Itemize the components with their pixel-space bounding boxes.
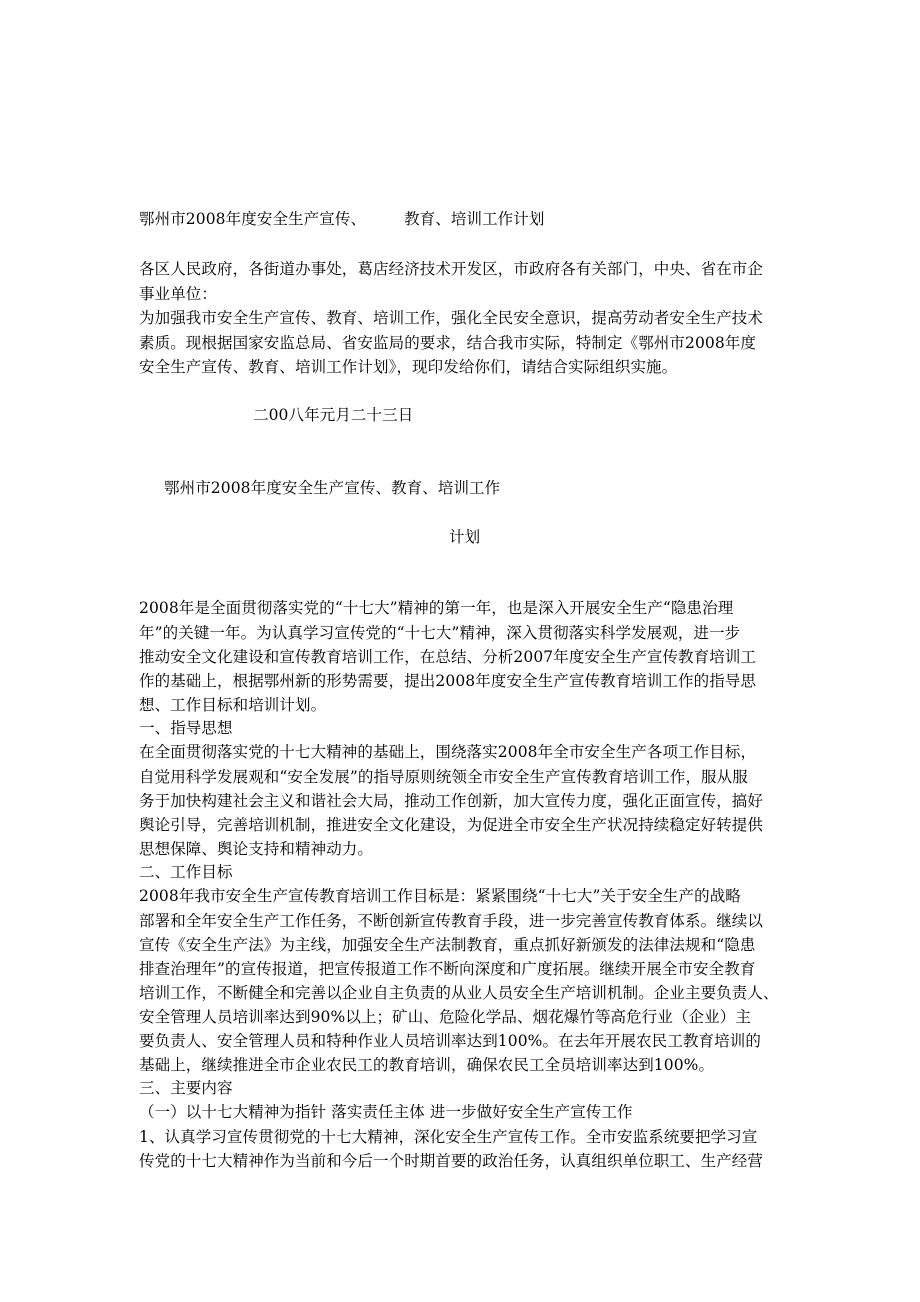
document-title bbox=[139, 209, 544, 229]
body-line: 作的基础上，根据鄂州新的形势需要，提出2008年度安全生产宣传教育培训工作的指导思 bbox=[139, 672, 757, 690]
intro-line: 安全生产宣传、教育、培训工作计划》，现印发给你们，请结合实际组织实施。 bbox=[139, 358, 678, 376]
body-line: 2008年是全面贯彻落实党的“十七大”精神的第一年，也是深入开展安全生产“隐患治理 bbox=[139, 599, 734, 617]
body-line: 部署和全年安全生产工作任务，不断创新宣传教育手段，进一步完善宣传教育体系。继续以 bbox=[139, 912, 764, 930]
body-line: 思想保障、舆论支持和精神动力。 bbox=[139, 840, 374, 858]
body-line: 要负责人、安全管理人员和特种作业人员培训率达到100%。在去年开展农民工教育培训的 bbox=[139, 1032, 761, 1050]
intro-line: 素质。现根据国家安监总局、省安监局的要求，结合我市实际，特制定《鄂州市2008年度 bbox=[139, 334, 757, 352]
body-line: 在全面贯彻落实党的十七大精神的基础上，围绕落实2008年全市安全生产各项工作目标， bbox=[139, 743, 757, 761]
address-line: 事业单位： bbox=[139, 285, 218, 303]
document-date: 二00八年元月二十三日 bbox=[253, 406, 414, 424]
body-line: 排查治理年”的宣传报道，把宣传报道工作不断向深度和广度拓展。继续开展全市安全教育 bbox=[139, 960, 756, 978]
body-line: 舆论引导，完善培训机制，推进安全文化建设，为促进全市安全生产状况持续稳定好转提供 bbox=[139, 816, 764, 834]
body-line: 推动安全文化建设和宣传教育培训工作，在总结、分析2007年度安全生产宣传教育培训工 bbox=[139, 648, 757, 666]
section-heading: 一、指导思想 bbox=[139, 719, 233, 737]
body-line: 想、工作目标和培训计划。 bbox=[139, 696, 327, 714]
title-part-2: 教育、培训工作计划 bbox=[404, 210, 545, 228]
document-subtitle-2: 计划 bbox=[449, 528, 481, 546]
section-heading: 三、主要内容 bbox=[139, 1079, 233, 1097]
body-line: 宣传《安全生产法》为主线，加强安全生产法制教育，重点抓好新颁发的法律法规和“隐患 bbox=[139, 936, 756, 954]
body-line: 安全管理人员培训率达到90%以上；矿山、危险化学品、烟花爆竹等高危行业（企业）主 bbox=[139, 1008, 751, 1026]
body-line: 2008年我市安全生产宣传教育培训工作目标是：紧紧围绕“十七大”关于安全生产的战略 bbox=[139, 887, 741, 905]
address-line: 各区人民政府，各街道办事处，葛店经济技术开发区，市政府各有关部门，中央、省在市企 bbox=[139, 260, 764, 278]
body-line: 年”的关键一年。为认真学习宣传党的“十七大”精神，深入贯彻落实科学发展观，进一步 bbox=[139, 624, 741, 642]
intro-line: 为加强我市安全生产宣传、教育、培训工作，强化全民安全意识，提高劳动者安全生产技术 bbox=[139, 309, 764, 327]
document-subtitle: 鄂州市2008年度安全生产宣传、教育、培训工作 bbox=[164, 479, 501, 497]
body-line: 培训工作，不断健全和完善以企业自主负责的从业人员安全生产培训机制。企业主要负责人、 bbox=[139, 984, 779, 1002]
title-part-1: 鄂州市2008年度安全生产宣传、 bbox=[139, 210, 367, 228]
body-line: 基础上，继续推进全市企业农民工的教育培训，确保农民工全员培训率达到100%。 bbox=[139, 1056, 715, 1074]
body-line: 自觉用科学发展观和“安全发展”的指导原则统领全市安全生产宣传教育培训工作，服从服 bbox=[139, 768, 748, 786]
subsection-heading: （一）以十七大精神为指针 落实责任主体 进一步做好安全生产宣传工作 bbox=[139, 1103, 633, 1121]
body-line: 务于加快构建社会主义和谐社会大局，推动工作创新，加大宣传力度，强化正面宣传，搞好 bbox=[139, 792, 764, 810]
body-line: 传党的十七大精神作为当前和今后一个时期首要的政治任务，认真组织单位职工、生产经营 bbox=[139, 1152, 764, 1170]
section-heading: 二、工作目标 bbox=[139, 863, 233, 881]
body-line: 1、认真学习宣传贯彻党的十七大精神，深化安全生产宣传工作。全市安监系统要把学习宣 bbox=[139, 1128, 758, 1146]
